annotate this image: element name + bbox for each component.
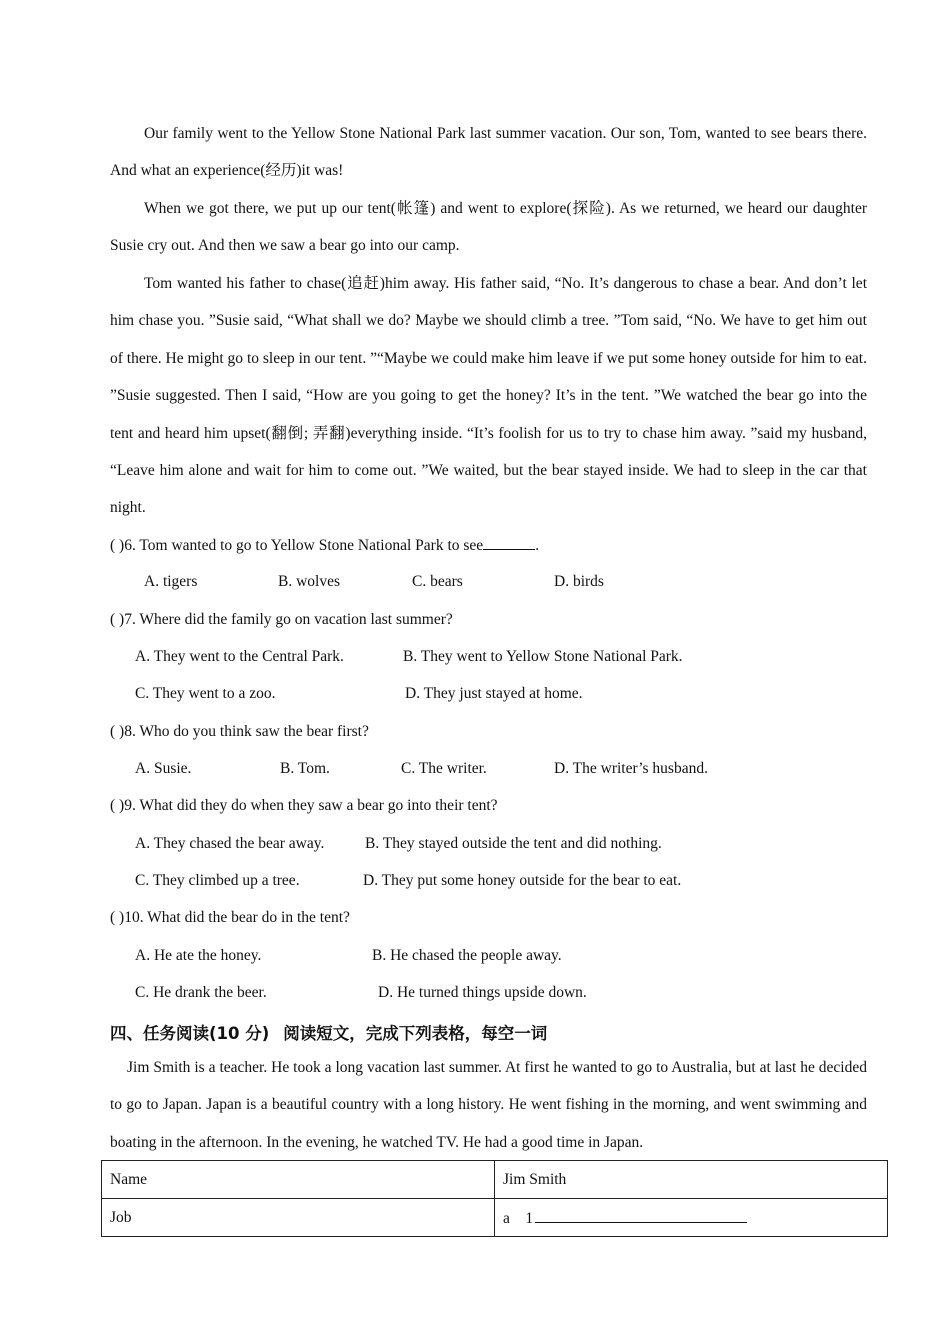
- question-8: ( )8. Who do you think saw the bear first?: [110, 723, 369, 740]
- option-c: C. He drank the beer.: [135, 984, 267, 1001]
- table-row: [102, 1161, 888, 1199]
- option-c: C. They went to a zoo.: [135, 685, 276, 702]
- question-9: ( )9. What did they do when they saw a bear go into their tent?: [110, 797, 498, 814]
- option-d: D. The writer’s husband.: [554, 760, 708, 777]
- option-d: D. They put some honey outside for the bear to eat.: [363, 872, 682, 889]
- option-c: C. The writer.: [401, 760, 487, 777]
- option-a: A. Susie.: [135, 760, 192, 777]
- table-cell-value: Jim Smith: [495, 1161, 888, 1199]
- task-passage: Jim Smith is a teacher. He took a long vacation last summer. At first he wanted to go to Australia, but at last he decided to go to Japan. Japan is a beautiful country with a long history. He went fishing in the morning, and went swimming and boating in the afternoon. In the evening, he watched TV. He had a good time in Japan.: [110, 1059, 867, 1151]
- option-b: B. They stayed outside the tent and did nothing.: [365, 835, 662, 852]
- question-6: ( )6. Tom wanted to go to Yellow Stone National Park to see .: [110, 537, 540, 554]
- option-a: A. They chased the bear away.: [135, 835, 325, 852]
- passage-paragraph-3: Tom wanted his father to chase(追赶)him away. His father said, “No. It’s dangerous to chase a bear. And don’t let him chase you. ”Susie said, “What shall we do? Maybe we should climb a tree. ”Tom said, “No. We have to get him out of there. He might go to sleep in our tent. ”“Maybe we could make him leave if we put some honey outside for him to eat. ”Susie suggested. Then I said, “How are you going to get the honey? It’s in the tent. ”We watched the bear go into the tent and heard him upset(翻倒; 弄翻)everything inside. “It’s foolish for us to try to chase him away. ”said my husband, “Leave him alone and wait for him to come out. ”We waited, but the bear stayed inside. We had to sleep in the car that night.: [110, 275, 867, 517]
- option-a: A. He ate the honey.: [135, 947, 262, 964]
- option-c: C. bears: [412, 573, 463, 590]
- table-row: [102, 1199, 888, 1237]
- option-b: B. They went to Yellow Stone National Park.: [403, 648, 683, 665]
- option-b: B. wolves: [278, 573, 340, 590]
- option-b: B. He chased the people away.: [372, 947, 562, 964]
- option-a: A. tigers: [144, 573, 198, 590]
- question-7: ( )7. Where did the family go on vacation last summer?: [110, 611, 453, 628]
- answer-blank[interactable]: [483, 535, 535, 550]
- option-b: B. Tom.: [280, 760, 330, 777]
- question-10: ( )10. What did the bear do in the tent?: [110, 909, 350, 926]
- passage-paragraph-1: Our family went to the Yellow Stone National Park last summer vacation. Our son, Tom, wanted to see bears there. And what an experience(经历)it was!: [110, 125, 867, 180]
- task-table: [101, 1160, 888, 1237]
- option-d: D. birds: [554, 573, 604, 590]
- table-cell-label: Job: [102, 1199, 495, 1237]
- option-c: C. They climbed up a tree.: [135, 872, 300, 889]
- table-cell-label: Name: [102, 1161, 495, 1199]
- section-heading: 四、任务阅读(10 分) 阅读短文，完成下列表格，每空一词: [110, 1024, 548, 1043]
- option-d: D. They just stayed at home.: [405, 685, 583, 702]
- table-cell-value: a 1: [495, 1199, 888, 1237]
- option-d: D. He turned things upside down.: [378, 984, 587, 1001]
- answer-blank[interactable]: [535, 1208, 747, 1223]
- option-a: A. They went to the Central Park.: [135, 648, 344, 665]
- passage-paragraph-2: When we got there, we put up our tent(帐篷) and went to explore(探险). As we returned, we heard our daughter Susie cry out. And then we saw a bear go into our camp.: [110, 200, 867, 255]
